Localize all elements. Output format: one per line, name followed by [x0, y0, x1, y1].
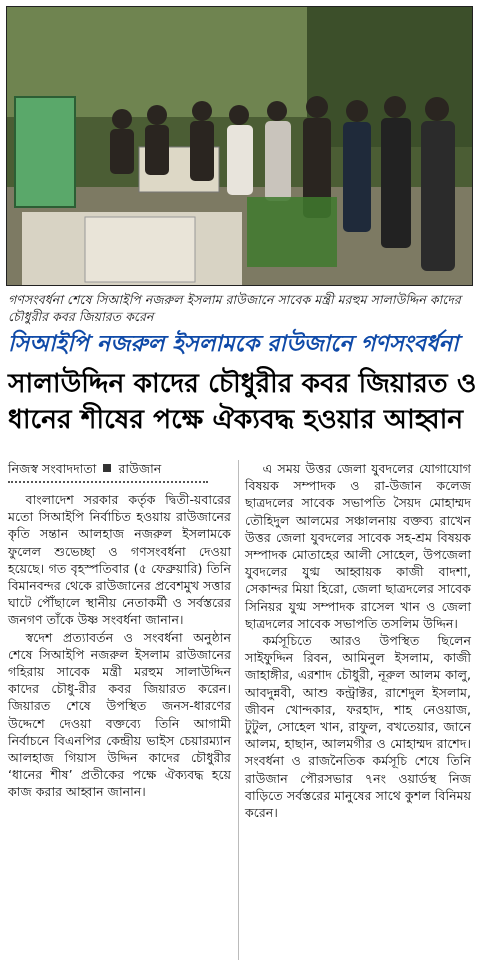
headline-line-2: ধানের শীষের পক্ষে ঐক্যবদ্ধ হওয়ার আহ্বান	[8, 404, 464, 435]
article-column-right	[245, 460, 471, 821]
byline-location: রাউজান	[118, 461, 162, 476]
main-headline	[8, 366, 477, 438]
article-paragraph: এ সময় উত্তর জেলা যুবদলের যোগাযোগ বিষয়ক সম্পাদক ও রা-উজান কলেজ ছাত্রদলের সাবেক সভাপতি সৈয়দ মোহাম্মদ তৌহিদুল আলমের সঞ্চালনায় বক্তব্য রাখেন উত্তর জেলা যুবদলের সাবেক সহ-শ্রম বিষয়ক সম্পাদক মোতাহের আলী সোহেল, উপজেলা যুবদলের যুগ্ম আহ্বায়ক কাজী বাদশা, সেকান্দর মিয়া হিরো, জেলা ছাত্রদলের সাবেক সিনিয়র যুগ্ম সম্পাদক রাসেল খান ও জেলা ছাত্রদলের সাবেক সভাপতি তসলিম উদ্দিন।	[245, 461, 471, 631]
headline-line-1: সালাউদ্দিন কাদের চৌধুরীর কবর জিয়ারত ও	[8, 368, 477, 399]
byline-divider	[8, 481, 208, 483]
article-column-left	[8, 460, 231, 801]
kicker-headline: সিআইপি নজরুল ইসলামকে রাউজানে গণসংবর্ধনা	[8, 331, 459, 357]
square-bullet-icon	[103, 464, 111, 472]
column-divider	[238, 460, 239, 960]
photo-illustration	[7, 7, 473, 286]
news-photo	[6, 6, 473, 286]
byline	[8, 460, 231, 477]
byline-reporter: নিজস্ব সংবাদদাতা	[8, 461, 97, 476]
article-paragraph: বাংলাদেশ সরকার কর্তৃক দ্বিতী-য়বারের মতো সিআইপি নির্বাচিত হওয়ায় রাউজানের কৃতি সন্তান আলহাজ নজরুল ইসলামকে ফুলেল শুভেচ্ছা ও গণসংবর্ধনা দেওয়া হয়েছে। গত বৃহস্পতিবার (৫ ফেব্রুয়ারি) তিনি বিমানবন্দর থেকে রাউজানের প্রবেশমুখ সত্তার ঘাটে পৌঁছালে স্থানীয় নেতাকর্মী ও সর্বস্তরের জনগণ তাঁকে উষ্ণ সংবর্ধনা জানান।	[8, 492, 231, 628]
photo-caption: গণসংবর্ধনা শেষে সিআইপি নজরুল ইসলাম রাউজানে সাবেক মন্ত্রী মরহুম সালাউদ্দিন কাদের চৌধুরীর কবর জিয়ারত করেন	[8, 292, 461, 324]
article-paragraph: স্বদেশ প্রত্যাবর্তন ও সংবর্ধনা অনুষ্ঠান শেষে সিআইপি নজরুল ইসলাম রাউজানের গহিরায় সাবেক মন্ত্রী মরহুম সালাউদ্দিন কাদের চৌধু-রীর কবর জিয়ারত করেন। জিয়ারত শেষে উপস্থিত জনস-ধারণের উদ্দেশে দেওয়া বক্তব্যে তিনি আগামী নির্বাচনে বিএনপির কেন্দ্রীয় ভাইস চেয়ারম্যান আলহাজ গিয়াস উদ্দিন কাদের চৌধুরীর ‘ধানের শীষ’ প্রতীকের পক্ষে ঐক্যবদ্ধ হয়ে কাজ করার আহ্বান জানান।	[8, 629, 231, 800]
article-paragraph: কর্মসূচিতে আরও উপস্থিত ছিলেন সাইফুদ্দিন রিবন, আমিনুল ইসলাম, কাজী জাহাঙ্গীর, এরশাদ চৌধুরী, নূরুল আলম কালু, আবদুন্নবী, আশু কন্ট্রাক্টর, রাশেদুল ইসলাম, জীবন খোন্দকার, ফরহাদ, শাহ নেওয়াজ, টুটুল, সোহেল খান, রাফুল, বখতেয়ার, জানে আলম, হাছান, আলমগীর ও মোহাম্মদ রাশেদ। সংবর্ধনা ও রাজনৈতিক কর্মসূচি শেষে তিনি রাউজান পৌরসভার ৭নং ওয়ার্ডস্থ নিজ বাড়িতে সর্বস্তরের মানুষের সাথে কুশল বিনিময় করেন।	[245, 633, 471, 821]
